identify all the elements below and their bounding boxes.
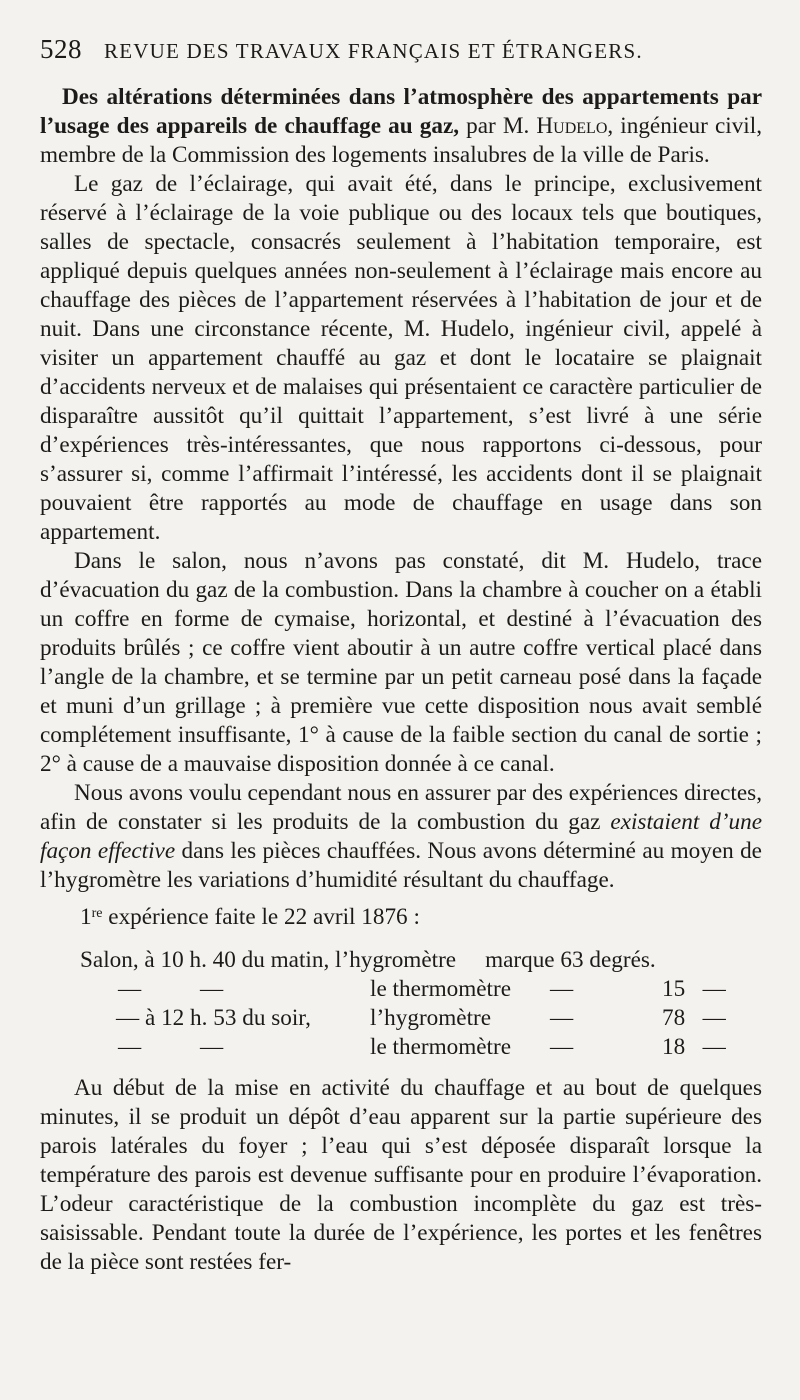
paragraph-3 (40, 779, 762, 895)
running-header (40, 34, 762, 65)
paragraph-3-text-a: Nous avons voulu cependant nous en assurer par des expériences directes, afin de constater si les produits de la combustion du gaz (40, 780, 762, 835)
paragraph-2: Dans le salon, nous n’avons pas constaté, dit M. Hudelo, trace d’évacuation du gaz de la combustion. Dans la chambre à coucher on a établi un coffre en forme de cymaise, horizontal, et destiné à l’évacuation des produits brûlés ; ce coffre vient aboutir à un autre coffre vertical placé dans l’angle de la chambre, et se termine par un petit carneau posé dans la façade et muni d’un grillage ; à première vue cette disposition nous avait semblé complétement insuffisante, 1° à cause de la faible section du canal de sortie ; 2° à cause de a mauvaise disposition donnée à ce canal. (40, 548, 762, 777)
reading-cell: 78 — (662, 1005, 726, 1031)
journal-title: REVUE DES TRAVAUX FRANÇAIS ET ÉTRANGERS. (104, 39, 643, 63)
reading-cell: — (550, 1034, 574, 1060)
experiment-heading (40, 899, 762, 932)
reading-cell: — (118, 1034, 142, 1060)
experiment-heading-text: expérience faite le 22 avril 1876 : (102, 904, 420, 930)
reading-cell: 18 — (662, 1034, 726, 1060)
reading-cell: — (118, 976, 142, 1002)
reading-row (40, 1004, 762, 1033)
reading-cell: 15 — (662, 976, 726, 1002)
reading-cell: — (550, 976, 574, 1002)
reading-cell: — (550, 1005, 574, 1031)
experiment-ordinal-suffix: re (91, 906, 103, 921)
page-number: 528 (40, 34, 82, 64)
reading-cell: le thermomètre (370, 976, 511, 1002)
reading-row-1: Salon, à 10 h. 40 du matin, l’hygromètre marque 63 degrés. (80, 947, 656, 973)
paragraph-3-text-b: dans les pièces chauffées. Nous avons déterminé au moyen de l’hygromètre les variations d’humidité résultant du chauffage. (40, 838, 762, 893)
author-name: Hudelo (536, 113, 608, 139)
paragraph-1: Le gaz de l’éclairage, qui avait été, dans le principe, exclusivement réservé à l’éclairage de la voie publique ou des locaux tels que boutiques, salles de spectacle, consacrés seulement à l’habitation temporaire, est appliqué depuis quelques années non-seulement à l’éclairage mais encore au chauffage des pièces de l’appartement réservées à l’habitation de jour et de nuit. Dans une circonstance récente, M. Hudelo, ingénieur civil, appelé à visiter un appartement chauffé au gaz et dont le locataire se plaignait d’accidents nerveux et de malaises qui présentaient ce caractère particulier de disparaître aussitôt qu’il quittait l’appartement, s’est livré à une série d’expériences très-intéressantes, que nous rapportons ci-dessous, pour s’assurer si, comme l’affirmait l’intéressé, les accidents dont il se plaignait pouvaient être rapportés au mode de chauffage en usage dans son appartement. (40, 171, 762, 545)
article-title (40, 83, 762, 170)
reading-cell: le thermomètre (370, 1034, 511, 1060)
paragraph-3-italic: existaient d’une façon effective (40, 809, 762, 864)
article-title-bold: Des altérations déterminées dans l’atmosphère des appartements par l’usage des appareils de chauffage au gaz, (40, 84, 762, 139)
paragraph-4: Au début de la mise en activité du chauffage et au bout de quelques minutes, il se produit un dépôt d’eau apparent sur la partie supérieure des parois latérales du foyer ; l’eau qui s’est déposée disparaît lorsque la température des parois est devenue suffisante pour en produire l’évaporation. L’odeur caractéristique de la combustion incomplète du gaz est très-saisissable. Pendant toute la durée de l’expérience, les portes et les fenêtres de la pièce sont restées fer- (40, 1075, 762, 1275)
reading-row (40, 1033, 762, 1062)
reading-cell: — (200, 1034, 224, 1060)
reading-row (40, 975, 762, 1004)
experiment-ordinal: 1 (80, 904, 92, 930)
reading-cell: l’hygromètre (370, 1005, 492, 1031)
author-prefix: par M. (459, 113, 537, 139)
reading-cell: — à 12 h. 53 du soir, (116, 1005, 311, 1031)
readings-table (40, 946, 762, 1062)
reading-cell: — (200, 976, 224, 1002)
author-suffix: , ingénieur civil, membre de la Commission des logements insalubres de la ville de Paris. (40, 113, 762, 168)
